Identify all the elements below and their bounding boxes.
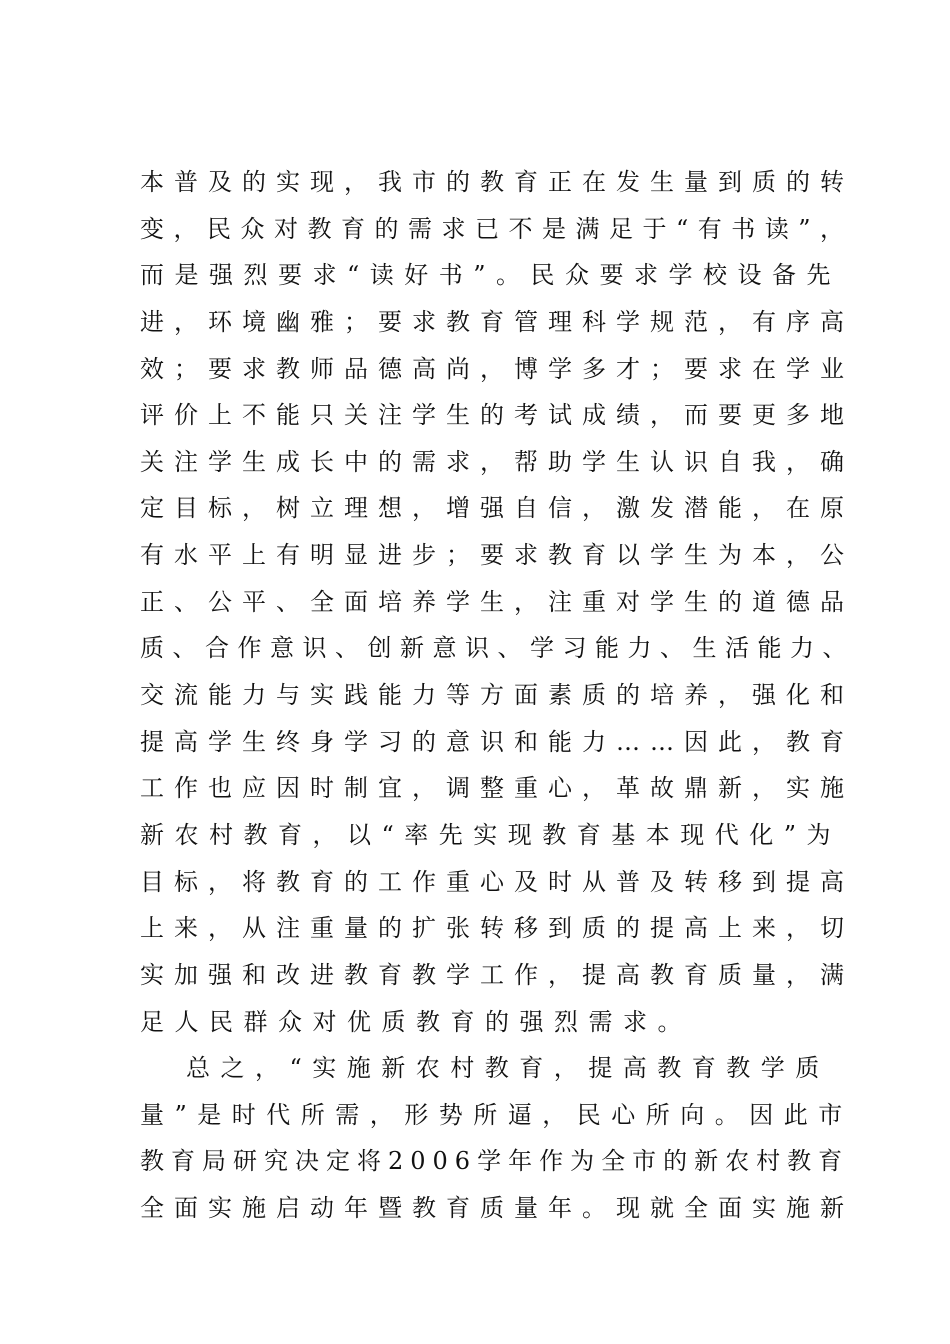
text-line: 而是强烈要求“读好书”。民众要求学校设备先 — [140, 261, 842, 290]
text-line: 进，环境幽雅；要求教育管理科学规范，有序高 — [140, 307, 854, 336]
text-line: 效；要求教师品德高尚，博学多才；要求在学业 — [140, 354, 854, 383]
text-line: 本普及的实现，我市的教育正在发生量到质的转 — [140, 168, 854, 196]
text-line: 新农村教育，以“率先实现教育基本现代化”为 — [140, 820, 842, 849]
text-line: 质、合作意识、创新意识、学习能力、生活能力、 — [140, 634, 855, 663]
text-line: 上来，从注重量的扩张转移到质的提高上来，切 — [140, 914, 854, 943]
paragraph-start-line: 总之，“实施新农村教育，提高教育教学质 — [186, 1054, 830, 1083]
text-line: 量”是时代所需，形势所逼，民心所向。因此市 — [140, 1100, 853, 1129]
text-line: 有水平上有明显进步；要求教育以学生为本，公 — [140, 541, 854, 570]
text-line: 目标，将教育的工作重心及时从普及转移到提高 — [140, 867, 854, 896]
text-line: 交流能力与实践能力等方面素质的培养，强化和 — [140, 681, 854, 710]
text-line: 关注学生成长中的需求，帮助学生认识自我，确 — [140, 447, 854, 476]
text-line: 定目标，树立理想，增强自信，激发潜能，在原 — [140, 494, 854, 523]
text-line: 教育局研究决定将2006学年作为全市的新农村教育 — [140, 1147, 850, 1176]
text-line: 正、公平、全面培养学生，注重对学生的道德品 — [140, 587, 854, 616]
text-line: 变，民众对教育的需求已不是满足于“有书读”， — [140, 214, 854, 243]
text-line: 提高学生终身学习的意识和能力……因此，教育 — [140, 727, 854, 756]
text-line: 实加强和改进教育教学工作，提高教育质量，满 — [140, 960, 854, 989]
text-line: 足人民群众对优质教育的强烈需求。 — [140, 1007, 692, 1036]
text-line: 评价上不能只关注学生的考试成绩，而要更多地 — [140, 401, 854, 430]
body-text — [140, 159, 860, 1232]
text-line: 工作也应因时制宜，调整重心，革故鼎新，实施 — [140, 774, 854, 803]
text-line: 全面实施启动年暨教育质量年。现就全面实施新 — [140, 1194, 854, 1223]
